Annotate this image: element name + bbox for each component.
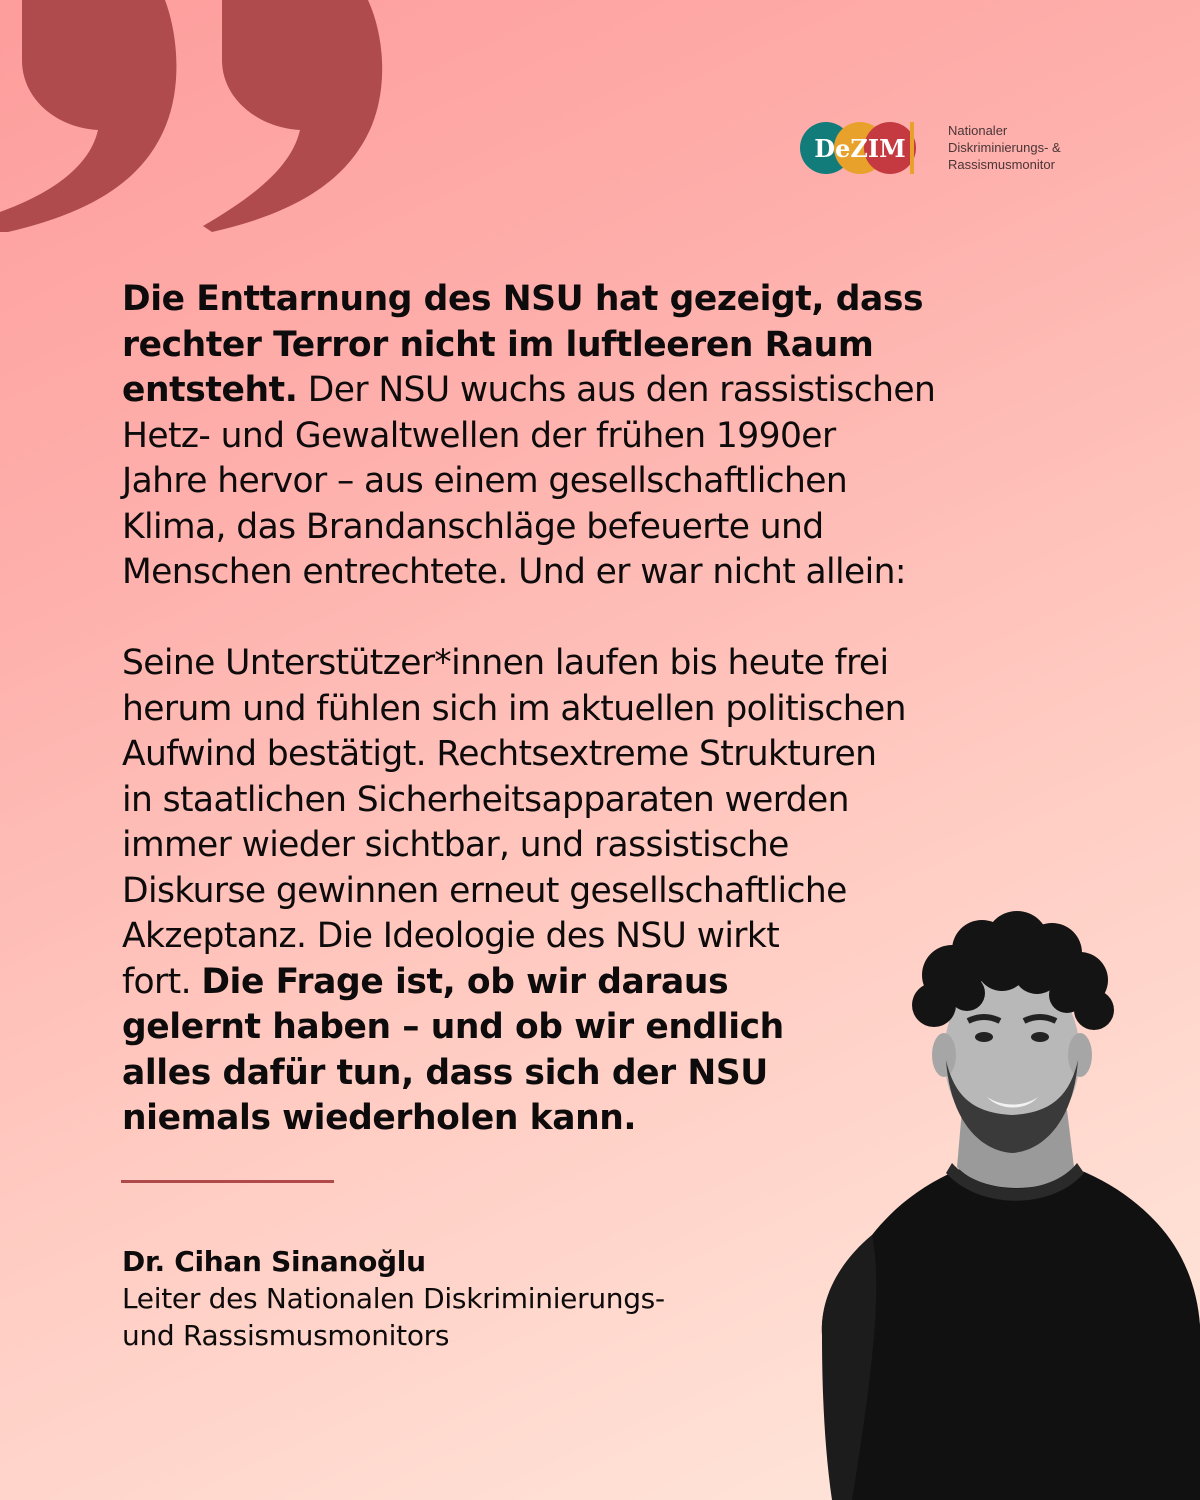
person-portrait [812, 905, 1200, 1500]
quote-line: Klima, das Brandanschläge befeuerte und [122, 506, 824, 547]
logo-line: Diskriminierungs- & [948, 140, 1061, 155]
quote-line: Hetz- und Gewaltwellen der frühen 1990er [122, 415, 836, 456]
quote-line: Aufwind bestätigt. Rechtsextreme Strukturen [122, 734, 877, 774]
dezim-logo [798, 118, 1098, 182]
author-name: Dr. Cihan Sinanoğlu [122, 1245, 426, 1278]
logo-line: Rassismusmonitor [948, 157, 1055, 172]
quote-line: rechter Terror nicht im luftleeren Raum [122, 324, 874, 365]
closing-quote-icon [0, 0, 390, 240]
quote-line: alles dafür tun, dass sich der NSU [122, 1052, 768, 1093]
quote-line: Seine Unterstützer*innen laufen bis heute frei [122, 643, 889, 683]
quote-line: Diskurse gewinnen erneut gesellschaftliche [122, 870, 847, 911]
dezim-logo-mark [798, 118, 938, 182]
quote-line: in staatlichen Sicherheitsapparaten werden [122, 779, 849, 820]
divider [121, 1180, 334, 1183]
quote-line: Akzeptanz. Die Ideologie des NSU wirkt [122, 916, 780, 956]
logo-subtitle [948, 122, 1098, 173]
quote-line: herum und fühlen sich im aktuellen politischen [122, 688, 906, 729]
quote-paragraph-1 [122, 277, 1112, 596]
author-role: Leiter des Nationalen Diskriminierungs- [122, 1282, 665, 1315]
logo-line: Nationaler [948, 123, 1008, 138]
author-role: und Rassismusmonitors [122, 1319, 450, 1352]
svg-text:DeZIM: DeZIM [814, 134, 906, 163]
quote-line: fort. Die Frage ist, ob wir daraus [122, 961, 729, 1002]
quote-line: immer wieder sichtbar, und rassistische [122, 825, 789, 865]
quote-line: niemals wiederholen kann. [122, 1098, 637, 1138]
author-block [122, 1243, 822, 1354]
quote-line: Jahre hervor – aus einem gesellschaftlichen [122, 461, 848, 501]
quote-line: Die Enttarnung des NSU hat gezeigt, dass [122, 279, 924, 319]
quote-line: entsteht. Der NSU wuchs aus den rassistischen [122, 370, 936, 410]
quote-line: Menschen entrechtete. Und er war nicht allein: [122, 552, 906, 592]
quote-line: gelernt haben – und ob wir endlich [122, 1007, 784, 1047]
